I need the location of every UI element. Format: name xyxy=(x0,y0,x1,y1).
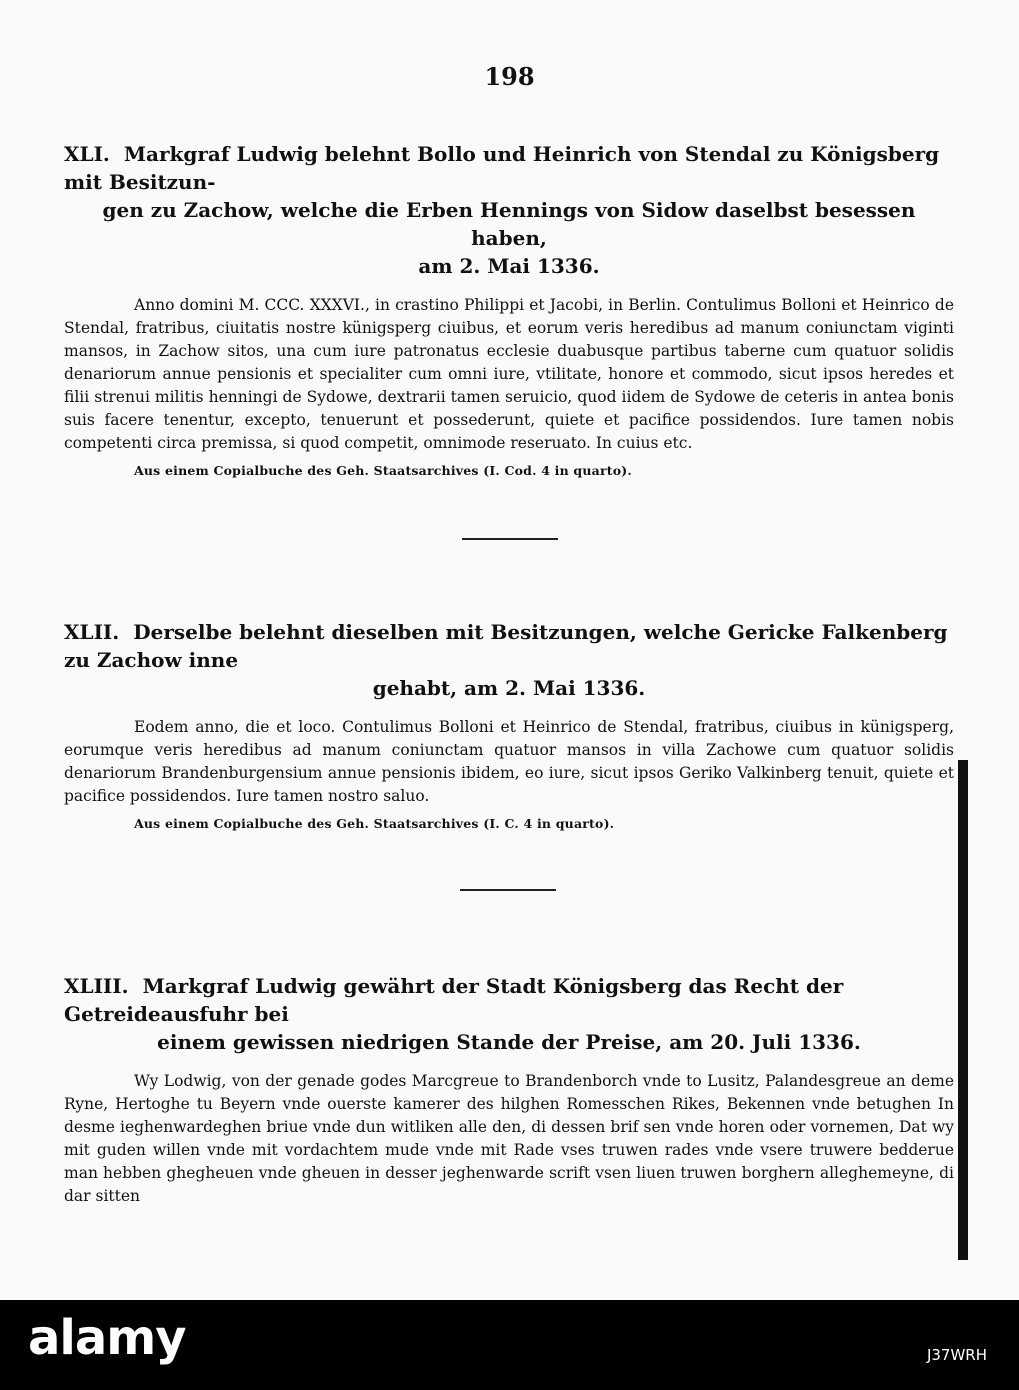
document-heading xyxy=(64,972,954,1056)
heading-line: am 2. Mai 1336. xyxy=(418,254,600,278)
document-numeral: XLIII. xyxy=(64,974,129,998)
heading-line: Markgraf Ludwig gewährt der Stadt Königsberg das Recht der Getreideausfuhr bei xyxy=(64,974,844,1026)
separator-rule xyxy=(460,889,556,891)
scan-binding-shadow xyxy=(958,760,968,1260)
separator-rule xyxy=(462,538,558,540)
document-xli xyxy=(64,140,954,478)
document-body xyxy=(64,1070,954,1208)
document-heading xyxy=(64,618,954,702)
document-body xyxy=(64,716,954,808)
document-xlii xyxy=(64,618,954,831)
document-numeral: XLI. xyxy=(64,142,110,166)
heading-line: Derselbe belehnt dieselben mit Besitzungen, welche Gericke Falkenberg zu Zachow inne xyxy=(64,620,948,672)
body-paragraph: Eodem anno, die et loco. Contulimus Bolloni et Heinrico de Stendal, fratribus, ciuibus in künigsperg, eorumque veris heredibus ad manum coniunctam quatuor mansos in villa Zachowe cum quatuor solidis denariorum Brandenburgensium annue pensionis ibidem, eo iure, sicut ipsos Geriko Valkinberg tenuit, quiete et pacifice possidendos. Iure tamen nostro saluo. xyxy=(64,718,954,805)
source-note: Aus einem Copialbuche des Geh. Staatsarchives (I. C. 4 in quarto). xyxy=(134,816,615,831)
page-number: 198 xyxy=(484,62,535,91)
document-body xyxy=(64,294,954,455)
body-paragraph: Anno domini M. CCC. XXXVI., in crastino Philippi et Jacobi, in Berlin. Contulimus Bolloni et Heinrico de Stendal, fratribus, ciuitatis nostre künigsperg ciuibus, et eorum veris heredibus ad manum coniunctam viginti mansos, in Zachow sitos, una cum iure patronatus ecclesie duabusque partibus taberne cum quatuor solidis denariorum annue pensionis et specialiter cum omni iure, vtilitate, honore et commodo, sicut ipsos heredes et filii strenui militis henningi de Sydowe, dextrarii tamen seruicio, quod iidem de Sydowe de ceteris in antea bonis suis facere tenentur, excepto, tenuerunt et possederunt, quiete et pacifice possidendos. Iure tamen nobis competenti circa premissa, si quod competit, omnimode reseruato. In cuius etc. xyxy=(64,296,954,452)
image-id: J37WRH xyxy=(926,1346,987,1364)
body-paragraph: Wy Lodwig, von der genade godes Marcgreue to Brandenborch vnde to Lusitz, Palandesgreue an deme Ryne, Hertoghe tu Beyern vnde ouerste kamerer des hilghen Romesschen Rikes, Bekennen vnde betughen In desme ieghenwardeghen briue vnde dun witliken alle den, di dessen brif sen vnde horen oder vornemen, Dat wy mit guden willen vnde mit vordachtem mude vnde mit Rade vses truwen rades vnde vsere truwere bedderue man hebben ghegheuen vnde gheuen in desser jeghenwarde scrift vsen liuen truwen borghern alleghemeyne, di dar sitten xyxy=(64,1072,954,1205)
document-heading xyxy=(64,140,954,280)
document-xliii xyxy=(64,972,954,1208)
source-note: Aus einem Copialbuche des Geh. Staatsarchives (I. Cod. 4 in quarto). xyxy=(134,463,632,478)
heading-line: Markgraf Ludwig belehnt Bollo und Heinrich von Stendal zu Königsberg mit Besitzun- xyxy=(64,142,940,194)
heading-line: gehabt, am 2. Mai 1336. xyxy=(372,676,646,700)
alamy-logo: alamy xyxy=(28,1310,186,1366)
heading-line: einem gewissen niedrigen Stande der Preise, am 20. Juli 1336. xyxy=(157,1030,861,1054)
heading-line: gen zu Zachow, welche die Erben Hennings von Sidow daselbst besessen haben, xyxy=(102,198,916,250)
document-numeral: XLII. xyxy=(64,620,120,644)
